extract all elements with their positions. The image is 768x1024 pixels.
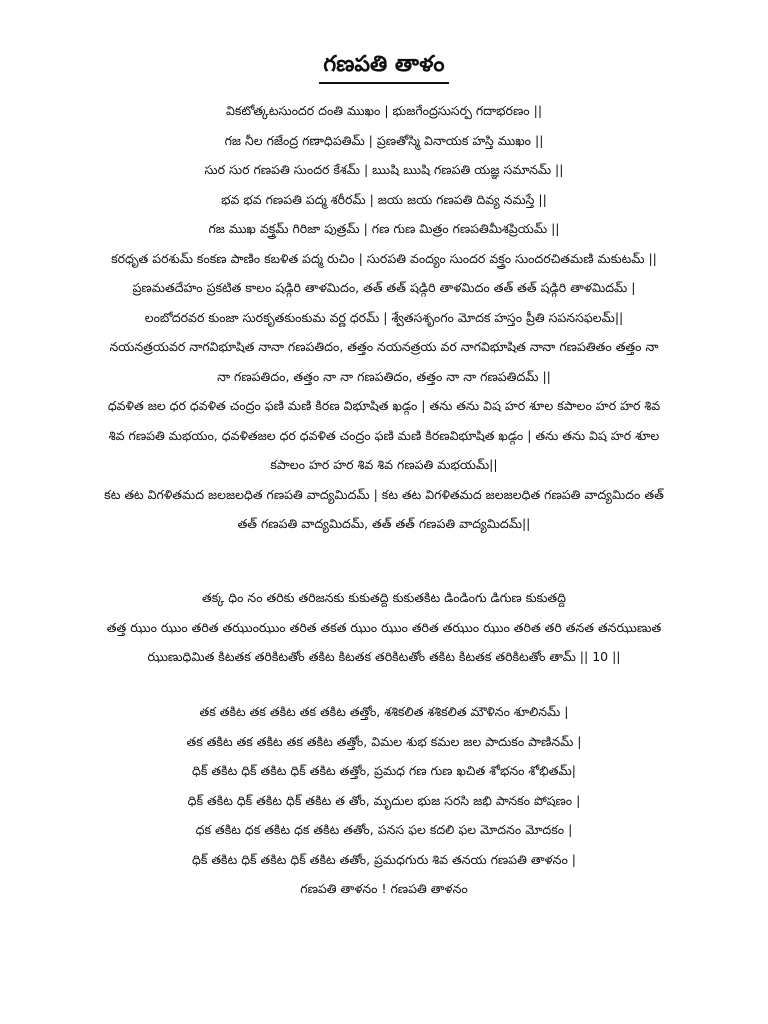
verse-line: గజ నీల గజేంద్ర గణాధిపతిమ్ | ప్రణతోస్మి వినాయక హస్తి ముఖం || (224, 132, 544, 148)
verse-line: భవ భవ గణపతి పద్మ శరీరమ్ | జయ జయ గణపతి దివ్య నమస్తే || (221, 191, 547, 207)
verse-line: ఝుణుధిమిత కిటతక తరికిటతోం తకిట కిటతక తరికిటతోం తకిట కిటతక తరికిటతోం తామ్ || 10 || (147, 649, 621, 664)
verse-line: ధిక్ తకిట ధిక్ తకిట ధిక్ తకిట త తోం, మృదుల భుజ సరసి జభి పానకం పోషణం | (187, 792, 581, 808)
verse-line: గజ ముఖ వక్త్రమ్ గిరిజా పుత్రమ్ | గణ గుణ మిత్రం గణపతిమీశప్రియమ్ || (208, 221, 560, 236)
verse-line: ధిక్ తకిట ధిక్ తకిట ధిక్ తకిట తత్తోం, ప్రమధ గణ గుణ ఖచిత శోభనం శోభితమ్| (192, 763, 576, 778)
verse-line: శివ గణపతి మభయం, ధవళితజల ధర ధవళిత చంద్రం ఫణి మణి కిరణవిభూషిత ఖడ్గం | తను తను విష హర శూల (108, 427, 660, 443)
verse-line: తక తకిట తక తకిట తక తకిట తత్తోం, విమల శుభ కమల జల పాదుకం పాణినమ్ | (186, 733, 582, 749)
stanza-3 (60, 697, 708, 904)
verse-line: ప్రణమతదేహం ప్రకటిత కాలం షడ్గిరి తాళమిదం, తత్ తత్ షడ్గిరి తాళమిదం తత్ తత్ షడ్గిరి తాళమిదమ్ | (132, 280, 636, 295)
stanza-2 (60, 583, 708, 672)
verse-line: లంబోదరవర కుంజా సురకృతకుంకుమ వర్ణ ధరమ్ | శ్వేతసశృంగం మోదక హస్తం ప్రీతి సపనసఫలమ్|| (144, 309, 624, 325)
verse-line: కట తట విగళితమద జలజలధిత గణపతి వాద్యమిదమ్ | కట తట విగళితమద జలజలధిత గణపతి వాద్యమిదం తత్ (104, 486, 664, 502)
verse-line: నయనత్రయవర నాగవిభూషిత నానా గణపతిదం, తత్తం నయనత్రయ వర నాగవిభూషిత నానా గణపతితం తత్తం నా (109, 339, 659, 354)
verse-line: తక్క ధిం నం తరికు తరిజనకు కుకుతద్ది కుకుతకిట డిండింగు డిగుణ కుకుతద్ది (202, 590, 566, 605)
stanza-1 (60, 96, 708, 539)
verse-line: తత్ గణపతి వాద్యమిదమ్, తత్ తత్ గణపతి వాద్యమిదమ్|| (237, 516, 531, 531)
verse-line: తక తకిట తక తకిట తక తకిట తత్తోం, శశికలిత శశికలిత మౌళినం శూలినమ్ | (199, 704, 569, 719)
verse-line: గణపతి తాళనం ! గణపతి తాళనం (300, 881, 468, 896)
verse-line: ధిక్ తకిట ధిక్ తకిట ధిక్ తకిట తతోం, ప్రమధగురు శివ తనయ గణపతి తాళనం | (192, 851, 576, 867)
verse-line: కరధృత పరశుమ్ కంకణ పాణిం కబళిత పద్మ రుచిం | సురపతి వంద్యం సుందర వక్త్రం సుందరచితమణి మకుటమ్ || (111, 250, 657, 266)
verse-line: సుర సుర గణపతి సుందర కేశమ్ | ఋషి ఋషి గణపతి యజ్ఞ సమానమ్ || (204, 162, 564, 177)
document-title (0, 50, 768, 84)
verse-line: కపాలం హర హర శివ శివ గణపతి మభయమ్|| (270, 457, 498, 472)
title-text: గణపతి తాళం (319, 50, 448, 84)
verse-line: ధవళిత జల ధర ధవళిత చంద్రం ఫణి మణి కిరణ విభూషిత ఖడ్గం | తను తను విష హర శూల కపాలం హర హర శివ (107, 398, 661, 413)
verse-line: నా గణపతిదం, తత్తం నా నా గణపతిదం, తత్తం నా నా గణపతిదమ్ || (217, 368, 551, 384)
verse-line: తత్త ఝుం ఝుం తరిత తఝుంఝుం తరిత తకత ఝుం ఝుం తరిత తఝుం ఝుం తరిత తరి తనత తనఝుణుత (106, 619, 662, 635)
verse-line: ధక తకిట ధక తకిట ధక తకిట తతోం, పనస ఫల కదలి ఫల మోదనం మోదకం | (195, 822, 573, 837)
verse-line: వికటోత్కటసుందర దంతి ముఖం | భుజగేంద్రసుసర్ప గదాభరణం || (225, 103, 543, 118)
